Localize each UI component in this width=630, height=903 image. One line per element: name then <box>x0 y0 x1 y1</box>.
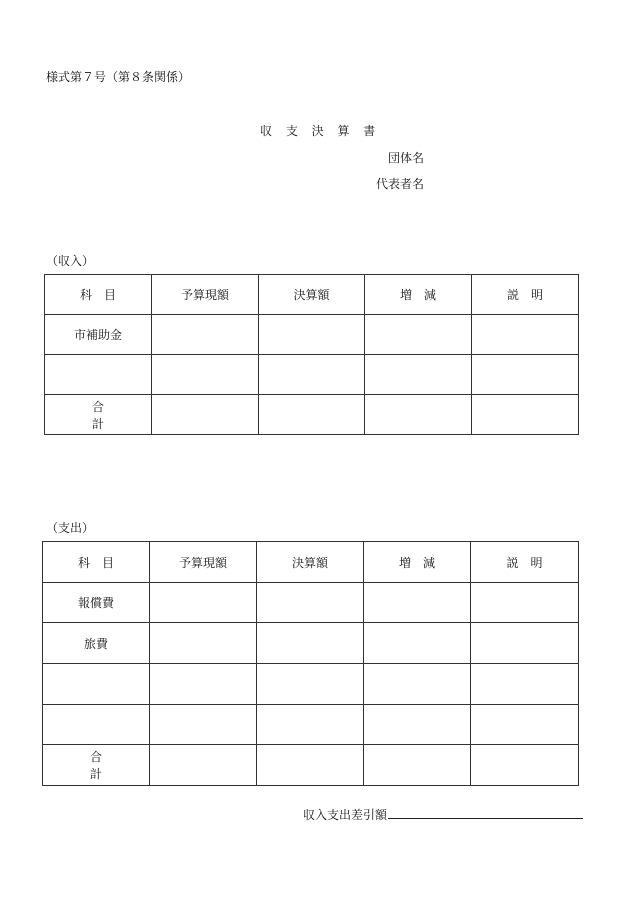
table-row <box>45 355 579 395</box>
table-row <box>43 664 579 705</box>
explanation-cell[interactable] <box>471 583 579 623</box>
income-table <box>44 274 579 435</box>
change-cell[interactable] <box>365 315 472 355</box>
settled-cell[interactable] <box>257 705 364 745</box>
explanation-cell[interactable] <box>472 315 579 355</box>
subject-cell[interactable] <box>45 355 152 395</box>
document-title: 収 支 決 算 書 <box>260 124 376 138</box>
settled-cell[interactable] <box>259 355 365 395</box>
explanation-cell[interactable] <box>471 623 579 664</box>
table-row <box>43 705 579 745</box>
header-settled: 決算額 <box>259 275 365 315</box>
change-cell[interactable] <box>365 355 472 395</box>
total-label: 合 計 <box>43 745 150 786</box>
income-header-row <box>45 275 579 315</box>
change-cell[interactable] <box>364 623 471 664</box>
budget-cell[interactable] <box>150 664 257 705</box>
representative-label: 代表者名 <box>376 177 425 191</box>
change-total-cell[interactable] <box>364 745 471 786</box>
budget-cell[interactable] <box>150 623 257 664</box>
expense-section-label: （支出） <box>46 521 95 535</box>
budget-cell[interactable] <box>152 355 259 395</box>
total-row <box>45 395 579 435</box>
settled-cell[interactable] <box>257 623 364 664</box>
table-row <box>43 623 579 664</box>
settled-cell[interactable] <box>259 315 365 355</box>
subject-cell[interactable] <box>43 664 150 705</box>
subject-cell: 旅費 <box>43 623 150 664</box>
subject-cell: 市補助金 <box>45 315 152 355</box>
change-cell[interactable] <box>364 583 471 623</box>
explanation-cell[interactable] <box>471 664 579 705</box>
total-row <box>43 745 579 786</box>
settled-cell[interactable] <box>257 583 364 623</box>
explanation-cell[interactable] <box>472 355 579 395</box>
income-section-label: （収入） <box>46 254 95 268</box>
header-explanation: 説 明 <box>472 275 579 315</box>
organization-label: 団体名 <box>388 151 425 165</box>
total-label: 合 計 <box>45 395 152 435</box>
settled-total-cell[interactable] <box>259 395 365 435</box>
explanation-total-cell[interactable] <box>472 395 579 435</box>
header-budget: 予算現額 <box>152 275 259 315</box>
change-cell[interactable] <box>364 664 471 705</box>
expense-header-row <box>43 542 579 583</box>
subject-cell[interactable] <box>43 705 150 745</box>
budget-cell[interactable] <box>150 705 257 745</box>
table-row <box>43 583 579 623</box>
balance-field[interactable] <box>388 804 583 819</box>
table-row <box>45 315 579 355</box>
settled-cell[interactable] <box>257 664 364 705</box>
balance-label: 収入支出差引額 <box>303 808 388 822</box>
header-settled: 決算額 <box>257 542 364 583</box>
header-change: 増 減 <box>364 542 471 583</box>
budget-cell[interactable] <box>150 583 257 623</box>
subject-cell: 報償費 <box>43 583 150 623</box>
settled-total-cell[interactable] <box>257 745 364 786</box>
explanation-cell[interactable] <box>471 705 579 745</box>
header-change: 増 減 <box>365 275 472 315</box>
change-cell[interactable] <box>364 705 471 745</box>
header-subject: 科 目 <box>43 542 150 583</box>
header-budget: 予算現額 <box>150 542 257 583</box>
explanation-total-cell[interactable] <box>471 745 579 786</box>
header-explanation: 説 明 <box>471 542 579 583</box>
change-total-cell[interactable] <box>365 395 472 435</box>
budget-cell[interactable] <box>152 315 259 355</box>
header-subject: 科 目 <box>45 275 152 315</box>
expense-table <box>42 541 579 786</box>
form-number: 様式第７号（第８条関係） <box>46 70 191 84</box>
